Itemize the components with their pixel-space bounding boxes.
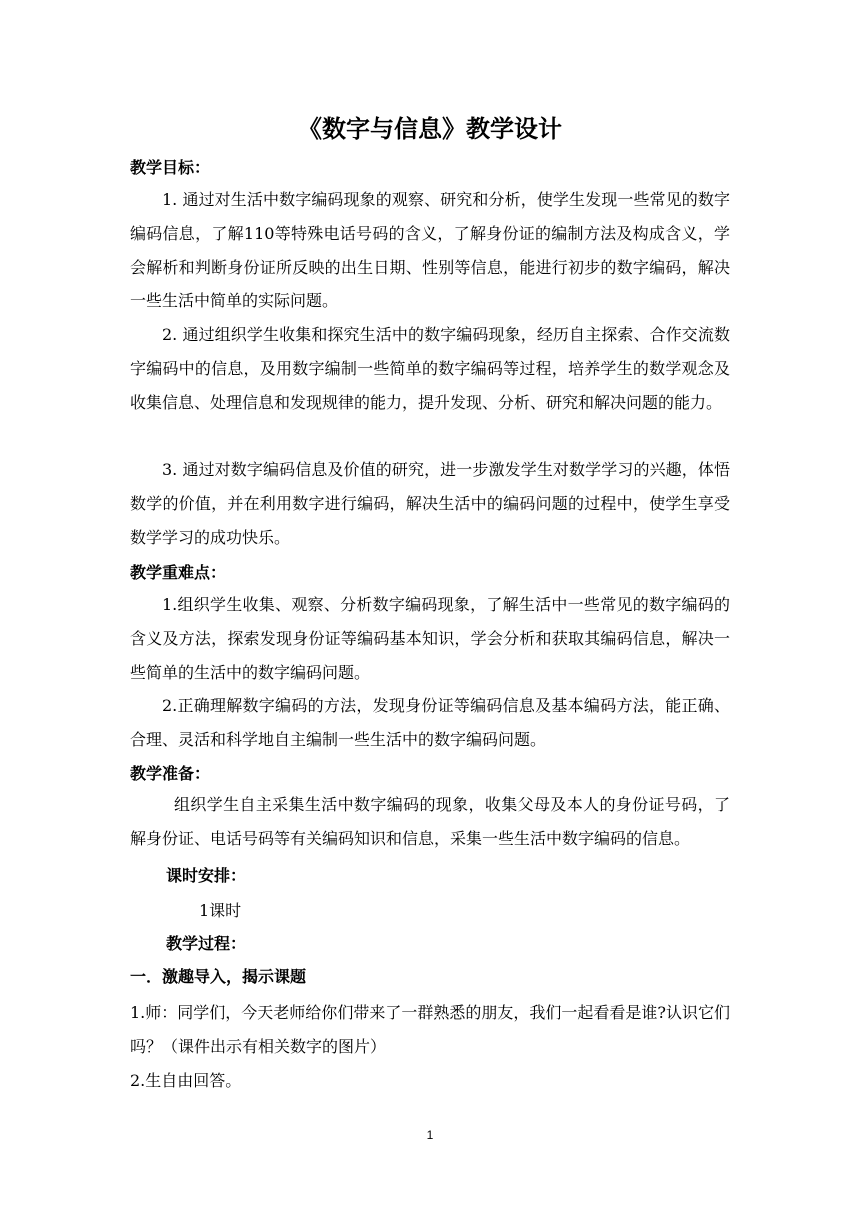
schedule-value: 1课时 bbox=[199, 901, 242, 920]
process-heading: 教学过程： bbox=[166, 934, 247, 953]
part1-heading: 一．激趣导入，揭示课题 bbox=[130, 967, 307, 986]
part1-item-1: 1.师：同学们，今天老师给你们带来了一群熟悉的朋友，我们一起看看是谁?认识它们吗？（课件出示有相关数字的图片） bbox=[130, 1003, 730, 1056]
goals-heading: 教学目标： bbox=[130, 158, 211, 177]
prep-paragraph: 组织学生自主采集生活中数字编码的现象，收集父母及本人的身份证号码，了解身份证、电话号码等有关编码知识和信息，采集一些生活中数字编码的信息。 bbox=[130, 795, 730, 848]
document-title: 《数字与信息》教学设计 bbox=[298, 115, 562, 143]
key-points-heading: 教学重难点： bbox=[130, 563, 227, 582]
key-point-paragraph-2: 2.正确理解数字编码的方法，发现身份证等编码信息及基本编码方法，能正确、合理、灵活和科学地自主编制一些生活中的数字编码问题。 bbox=[130, 696, 730, 749]
goal-paragraph-1: 1. 通过对生活中数字编码现象的观察、研究和分析，使学生发现一些常见的数字编码信息，了解110等特殊电话号码的含义，了解身份证的编制方法及构成含义，学会解析和判断身份证所反映的出生日期、性别等信息，能进行初步的数字编码，解决一些生活中简单的实际问题。 bbox=[130, 190, 730, 311]
page-number: 1 bbox=[426, 1128, 434, 1142]
prep-heading: 教学准备： bbox=[130, 764, 211, 783]
part1-item-2: 2.生自由回答。 bbox=[130, 1071, 242, 1090]
goal-paragraph-2: 2. 通过组织学生收集和探究生活中的数字编码现象，经历自主探索、合作交流数字编码中的信息，及用数字编制一些简单的数字编码等过程，培养学生的数学观念及收集信息、处理信息和发现规律的能力，提升发现、分析、研究和解决问题的能力。 bbox=[130, 325, 730, 412]
goal-paragraph-3: 3. 通过对数字编码信息及价值的研究，进一步激发学生对数学学习的兴趣，体悟数学的价值，并在利用数字进行编码，解决生活中的编码问题的过程中，使学生享受数学学习的成功快乐。 bbox=[130, 460, 730, 547]
key-point-paragraph-1: 1.组织学生收集、观察、分析数字编码现象，了解生活中一些常见的数字编码的含义及方法，探索发现身份证等编码基本知识，学会分析和获取其编码信息，解决一些简单的生活中的数字编码问题。 bbox=[130, 595, 730, 682]
schedule-heading: 课时安排： bbox=[166, 866, 247, 885]
